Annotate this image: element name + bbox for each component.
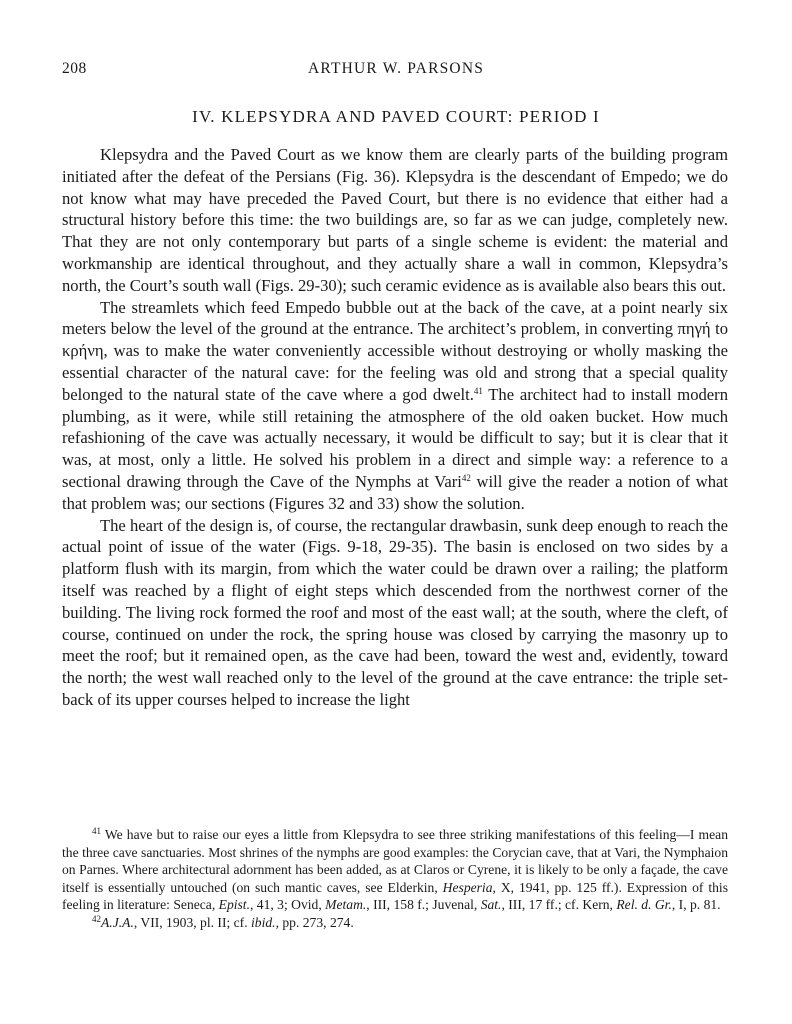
footnotes <box>62 826 728 932</box>
footnote-41-text-1: We have but to raise our eyes a little from Klepsydra to see three striking manifestations of this feeling—I mean the three cave sanctuaries. Most shrines of the nymphs are good examples: the Corycian cave, that at Vari, the Nymphaion on Parnes. Where architectural adornment has been added, as at Claros or Cyrene, it is likely to be only a façade, the cave itself is essentially untouched (on such mantic caves, see Elderkin, <box>62 827 728 895</box>
page-header <box>62 60 730 82</box>
footnote-ref-41[interactable]: 41 <box>473 385 483 396</box>
footnote-42 <box>62 914 728 932</box>
footnote-42-text-2: , pp. 273, 274. <box>275 914 354 930</box>
footnote-41-text-4: , III, 158 f.; Juvenal, <box>366 897 481 913</box>
footnote-42-italic-2: ibid. <box>251 914 276 930</box>
footnote-41-italic-4: Sat. <box>480 897 502 913</box>
paragraph-2-part-2: The architect had to install modern plumbing, as it were, while still retaining the atmosphere of the old oaken bucket. How much refashioning of the cave was actually necessary, it would be difficult to say; but it is clear that it was, at most, only a little. He solved his problem in a direct and simple way: a reference to a sectional drawing through the Cave of the Nymphs at Vari <box>62 384 728 491</box>
footnote-42-number: 42 <box>92 913 101 924</box>
page-number: 208 <box>62 60 87 77</box>
footnote-41-text-3: , 41, 3; Ovid, <box>249 897 326 913</box>
footnote-41-italic-3: Metam. <box>325 897 367 913</box>
footnote-ref-42[interactable]: 42 <box>461 472 471 483</box>
footnote-41-italic-2: Epist. <box>218 897 250 913</box>
footnote-41-text-2: , X, 1941, pp. 125 ff.). Expression of this feeling in literature: Seneca, <box>62 879 728 913</box>
body-text <box>62 144 728 711</box>
section-title: IV. KLEPSYDRA AND PAVED COURT: PERIOD I <box>192 107 600 126</box>
running-head: ARTHUR W. PARSONS <box>307 60 485 77</box>
footnote-41-text-5: , III, 17 ff.; cf. Kern, <box>501 897 617 913</box>
footnote-41-text-6: , I, p. 81. <box>671 897 721 913</box>
paragraph-2 <box>62 297 728 515</box>
footnote-41-italic-5: Rel. d. Gr. <box>616 897 672 913</box>
paragraph-2-part-1: The streamlets which feed Empedo bubble out at the back of the cave, at a point nearly six meters below the level of the ground at the entrance. The architect’s problem, in converting πηγή to κρήνη, was to make the water conveniently accessible without destroying or wholly masking the essential character of the natural cave: for the feeling was old and strong that a special quality belonged to the natural state of the cave where a god dwelt. <box>62 297 728 404</box>
paragraph-2-part-3: will give the reader a notion of what that problem was; our sections (Figures 32 and 33) show the solution. <box>62 471 728 513</box>
footnote-41-number: 41 <box>92 826 101 836</box>
footnote-41 <box>62 826 728 914</box>
paragraph-3: The heart of the design is, of course, the rectangular drawbasin, sunk deep enough to reach the actual point of issue of the water (Figs. 9-18, 29-35). The basin is enclosed on two sides by a platform flush with its margin, from which the water could be drawn over a railing; the platform itself was reached by a flight of eight steps which descended from the northwest corner of the building. The living rock formed the roof and most of the east wall; at the south, where the cleft, of course, continued on under the rock, the spring house was closed by carrying the masonry up to meet the roof; but it remained open, as the cave had been, toward the west and, evidently, toward the north; the west wall reached only to the level of the ground at the cave entrance: the triple set-back of its upper courses helped to increase the light <box>62 515 728 709</box>
footnote-42-italic-1: A.J.A. <box>101 914 134 930</box>
paragraph-1: Klepsydra and the Paved Court as we know them are clearly parts of the building program initiated after the defeat of the Persians (Fig. 36). Klepsydra is the descendant of Empedo; we do not know what may have preceded the Paved Court, but there is no evidence that either had a structural history before this time: the two buildings are, so far as we can judge, completely new. That they are not only contemporary but parts of a single scheme is evident: the material and workmanship are identical throughout, and they actually share a wall in common, Klepsydra’s north, the Court’s south wall (Figs. 29-30); such ceramic evidence as is available also bears this out. <box>62 145 728 295</box>
footnote-42-text-1: , VII, 1903, pl. II; cf. <box>133 914 252 930</box>
footnote-41-italic-1: Hesperia <box>442 879 493 895</box>
